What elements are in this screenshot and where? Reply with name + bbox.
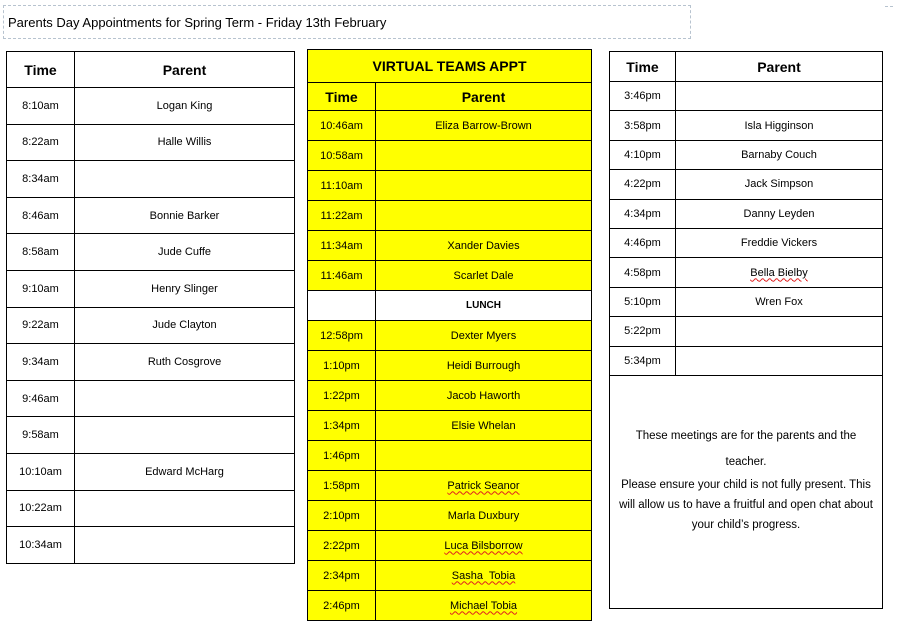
time-cell: 3:46pm [610, 82, 676, 111]
table-row [610, 228, 883, 257]
time-header: Time [7, 52, 75, 88]
parent-cell [75, 161, 295, 198]
parent-name-text: Sasha Tobia [451, 569, 516, 582]
time-cell: 4:58pm [610, 258, 676, 287]
parent-cell [75, 417, 295, 454]
parent-cell [376, 141, 592, 171]
parent-header: Parent [75, 52, 295, 88]
table-row [610, 287, 883, 316]
parent-name-text: Bella Bielby [750, 266, 808, 279]
parent-header: Parent [676, 52, 883, 82]
time-cell: 12:58pm [308, 321, 376, 351]
time-cell: 4:22pm [610, 170, 676, 199]
table-row [7, 380, 295, 417]
table-row [308, 171, 592, 201]
time-cell: 5:10pm [610, 287, 676, 316]
table-row [308, 471, 592, 501]
afternoon-schedule-table [609, 51, 883, 609]
time-cell: 2:10pm [308, 501, 376, 531]
parent-cell [676, 82, 883, 111]
time-cell: 5:34pm [610, 346, 676, 375]
time-cell: 2:22pm [308, 531, 376, 561]
table-row [7, 344, 295, 381]
parent-cell: Marla Duxbury [376, 501, 592, 531]
time-cell: 4:46pm [610, 228, 676, 257]
lunch-time-cell [308, 291, 376, 321]
time-cell: 8:46am [7, 197, 75, 234]
table-row [308, 141, 592, 171]
time-cell: 10:46am [308, 111, 376, 141]
parent-cell: Halle Willis [75, 124, 295, 161]
note-paragraph-1: These meetings are for the parents and the teacher. [635, 429, 857, 468]
table-row [7, 417, 295, 454]
parent-cell: Barnaby Couch [676, 140, 883, 169]
table-row [610, 140, 883, 169]
note-row [610, 375, 883, 608]
table-row [308, 261, 592, 291]
parent-cell [376, 561, 592, 591]
time-cell: 9:34am [7, 344, 75, 381]
parent-cell [376, 201, 592, 231]
table-row [7, 307, 295, 344]
table-header-row [308, 83, 592, 111]
table-row [7, 490, 295, 527]
parent-cell: Dexter Myers [376, 321, 592, 351]
parent-cell [75, 527, 295, 564]
time-cell: 10:58am [308, 141, 376, 171]
table-row [7, 124, 295, 161]
parent-cell [75, 490, 295, 527]
time-cell: 9:22am [7, 307, 75, 344]
table-row [308, 231, 592, 261]
parent-cell: Elsie Whelan [376, 411, 592, 441]
table-header-row [610, 52, 883, 82]
time-cell: 11:34am [308, 231, 376, 261]
table-row [7, 88, 295, 125]
table-row [7, 234, 295, 271]
table-row [308, 591, 592, 621]
table-row [7, 161, 295, 198]
table-row [610, 170, 883, 199]
parent-cell [376, 471, 592, 501]
parent-cell: Wren Fox [676, 287, 883, 316]
table-row [308, 351, 592, 381]
parent-cell [376, 531, 592, 561]
table-header-row [7, 52, 295, 88]
table-row [308, 111, 592, 141]
parent-cell: Jude Clayton [75, 307, 295, 344]
table-row [7, 270, 295, 307]
table-row [610, 199, 883, 228]
table-row [610, 317, 883, 346]
meeting-note [610, 375, 883, 608]
parent-cell: Logan King [75, 88, 295, 125]
table-row [308, 441, 592, 471]
morning-schedule-table [6, 51, 295, 564]
table-row [610, 82, 883, 111]
parent-cell: Jack Simpson [676, 170, 883, 199]
parent-cell: Bonnie Barker [75, 197, 295, 234]
time-cell: 9:46am [7, 380, 75, 417]
time-cell: 11:10am [308, 171, 376, 201]
parent-cell: Eliza Barrow-Brown [376, 111, 592, 141]
parent-cell [376, 171, 592, 201]
parent-cell: Heidi Burrough [376, 351, 592, 381]
table-row [7, 453, 295, 490]
parent-name-text: Patrick Seanor [447, 479, 520, 492]
time-cell: 4:34pm [610, 199, 676, 228]
parent-header: Parent [376, 83, 592, 111]
parent-cell [676, 317, 883, 346]
virtual-teams-schedule-table [307, 49, 592, 621]
parent-cell [676, 346, 883, 375]
time-cell: 11:46am [308, 261, 376, 291]
table-row [7, 527, 295, 564]
parent-cell: Xander Davies [376, 231, 592, 261]
time-cell: 10:10am [7, 453, 75, 490]
time-header: Time [308, 83, 376, 111]
lunch-label: LUNCH [376, 291, 592, 321]
time-cell: 2:34pm [308, 561, 376, 591]
parent-cell: Jude Cuffe [75, 234, 295, 271]
table-row [308, 531, 592, 561]
time-cell: 11:22am [308, 201, 376, 231]
table-row [7, 197, 295, 234]
virtual-banner-row [308, 50, 592, 83]
time-cell: 10:22am [7, 490, 75, 527]
time-cell: 8:34am [7, 161, 75, 198]
page-title: Parents Day Appointments for Spring Term - Friday 13th February [3, 5, 691, 39]
parent-cell: Edward McHarg [75, 453, 295, 490]
time-cell: 3:58pm [610, 111, 676, 140]
time-cell: 1:58pm [308, 471, 376, 501]
parent-cell [75, 380, 295, 417]
time-cell: 10:34am [7, 527, 75, 564]
table-row [610, 111, 883, 140]
parent-cell: Henry Slinger [75, 270, 295, 307]
table-row [308, 201, 592, 231]
parent-cell: Freddie Vickers [676, 228, 883, 257]
time-cell: 4:10pm [610, 140, 676, 169]
parent-cell: Danny Leyden [676, 199, 883, 228]
lunch-row [308, 291, 592, 321]
parent-cell: Jacob Haworth [376, 381, 592, 411]
table-row [610, 346, 883, 375]
parent-cell: Isla Higginson [676, 111, 883, 140]
page-corner-mark [885, 6, 893, 8]
time-cell: 8:22am [7, 124, 75, 161]
time-cell: 1:46pm [308, 441, 376, 471]
parent-cell [376, 591, 592, 621]
table-row [610, 258, 883, 287]
time-cell: 9:58am [7, 417, 75, 454]
parent-name-text: Luca Bilsborrow [444, 539, 523, 552]
time-cell: 1:34pm [308, 411, 376, 441]
time-header: Time [610, 52, 676, 82]
parent-name-text: Michael Tobia [449, 599, 518, 612]
table-row [308, 321, 592, 351]
time-cell: 8:58am [7, 234, 75, 271]
parent-cell: Ruth Cosgrove [75, 344, 295, 381]
table-row [308, 411, 592, 441]
time-cell: 8:10am [7, 88, 75, 125]
note-paragraph-2: Please ensure your child is not fully present. This will allow us to have a fruitful and open chat about your child’s progress. [619, 478, 873, 531]
time-cell: 1:10pm [308, 351, 376, 381]
time-cell: 1:22pm [308, 381, 376, 411]
table-row [308, 501, 592, 531]
time-cell: 9:10am [7, 270, 75, 307]
time-cell: 2:46pm [308, 591, 376, 621]
table-row [308, 561, 592, 591]
table-row [308, 381, 592, 411]
parent-cell [376, 441, 592, 471]
parent-cell: Scarlet Dale [376, 261, 592, 291]
parent-cell [676, 258, 883, 287]
time-cell: 5:22pm [610, 317, 676, 346]
virtual-teams-banner: VIRTUAL TEAMS APPT [308, 50, 592, 83]
